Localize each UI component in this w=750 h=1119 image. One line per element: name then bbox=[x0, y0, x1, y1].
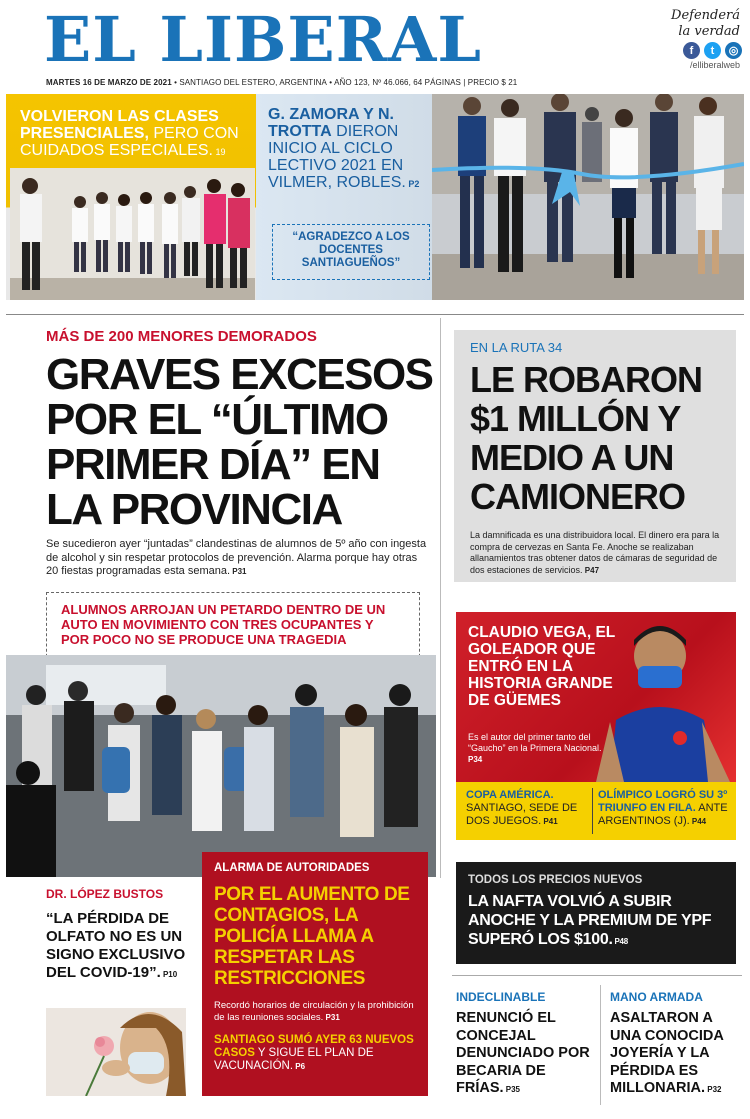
concejal-headline[interactable] bbox=[456, 1010, 596, 1099]
main-lead bbox=[46, 538, 432, 579]
nuevos-casos-page: P6 bbox=[293, 1062, 306, 1071]
date: MARTES 16 DE MARZO DE 2021 bbox=[46, 78, 172, 87]
joyeria-text: ASALTARON A UNA CONOCIDA JOYERÍA Y LA PÉRDIDA ES MILLONARIA. bbox=[610, 1010, 724, 1096]
alarma-lead-text: Recordó horarios de circulación y la prohibición de las reuniones sociales. bbox=[214, 1000, 414, 1023]
lopez-quote-text: “LA PÉRDIDA DE OLFATO NO ES UN SIGNO EXCLUSIVO DEL COVID-19”. bbox=[46, 910, 186, 981]
nafta-text: LA NAFTA VOLVIÓ A SUBIR ANOCHE Y LA PREMIUM DE YPF SUPERÓ LOS $100. bbox=[468, 893, 712, 948]
nafta-page: P48 bbox=[612, 937, 628, 946]
banner-classes-bold: VOLVIERON LAS CLASES PRESENCIALES, bbox=[20, 108, 219, 142]
facebook-icon[interactable]: f bbox=[683, 42, 700, 59]
column-rule bbox=[440, 318, 441, 878]
main-lead-text: Se sucedieron ayer “juntadas” clandestinas de alumnos de 5º año con ingesta de alcohol y sin respetar protocolos de prevención. Alarma porque hay otras 20 fiestas programadas esta semana. bbox=[46, 538, 427, 577]
alarma-lead bbox=[214, 1000, 424, 1024]
joyeria-headline[interactable] bbox=[610, 1010, 740, 1099]
joyeria-kicker: MANO ARMADA bbox=[610, 990, 703, 1004]
woman-smelling-flower-photo bbox=[46, 1008, 186, 1096]
alarma-lead-page: P31 bbox=[323, 1013, 340, 1022]
location: SANTIAGO DEL ESTERO, ARGENTINA bbox=[179, 78, 327, 87]
nuevos-casos-hl: SANTIAGO SUMÓ AYER 63 NUEVOS CASOS bbox=[214, 1034, 414, 1059]
slogan bbox=[640, 8, 740, 40]
nuevos-casos-text: Y SIGUE EL PLAN DE VACUNACIÓN. bbox=[214, 1047, 374, 1072]
robbery-lead-text: La damnificada es una distribuidora local. El dinero era para la compra de cervezas en Santa Fe. Anoche se realizaban allanamientos tras obtener datos de cámaras de seguridad de dos estaciones de servicios. bbox=[470, 530, 720, 575]
copa-text: SANTIAGO, SEDE DE DOS JUEGOS. bbox=[466, 802, 578, 827]
briefs-divider bbox=[592, 788, 593, 834]
robbery-lead bbox=[470, 530, 732, 576]
banner-classes-plain: PERO CON CUIDADOS ESPECIALES. bbox=[20, 125, 239, 159]
students-crowd-photo bbox=[6, 655, 436, 877]
edition: AÑO 123, Nº 46.066, 64 PÁGINAS bbox=[334, 78, 461, 87]
joyeria-page: P32 bbox=[705, 1085, 722, 1094]
olimpico-text: ANTE ARGENTINOS (J). bbox=[598, 802, 728, 827]
main-lead-page: P31 bbox=[230, 567, 247, 576]
copa-america-brief[interactable] bbox=[466, 789, 586, 828]
slogan-line-2: la verdad bbox=[678, 24, 740, 39]
alarma-headline[interactable]: POR EL AUMENTO DE CONTAGIOS, LA POLICÍA LLAMA A RESPETAR LAS RESTRICCIONES bbox=[214, 884, 410, 989]
concejal-kicker: INDECLINABLE bbox=[456, 990, 546, 1004]
masthead-logo[interactable] bbox=[44, 3, 554, 76]
concejal-page: P35 bbox=[503, 1085, 520, 1094]
nuevos-casos-brief[interactable] bbox=[214, 1034, 424, 1073]
banner-quote-box: “AGRADEZCO A LOS DOCENTES SANTIAGUEÑOS” bbox=[272, 224, 430, 280]
logo-text: EL LIBERAL bbox=[44, 3, 482, 76]
instagram-icon[interactable]: ◎ bbox=[725, 42, 742, 59]
ribbon-cutting-photo bbox=[432, 94, 744, 300]
dateline: MARTES 16 DE MARZO DE 2021 • SANTIAGO DEL ESTERO, ARGENTINA • AÑO 123, Nº 46.066, 64 PÁGINAS | PRECIO $ 21 bbox=[46, 78, 518, 87]
petardo-box[interactable]: ALUMNOS ARROJAN UN PETARDO DENTRO DE UN AUTO EN MOVIMIENTO CON TRES OCUPANTES Y POR POCO NO SE PRODUCE UNA TRAGEDIA bbox=[46, 592, 420, 662]
robbery-headline[interactable]: LE ROBARON $1 MILLÓN Y MEDIO A UN CAMIONERO bbox=[470, 359, 702, 517]
slogan-line-1: Defenderá bbox=[671, 8, 740, 23]
banner-zamora-headline[interactable] bbox=[268, 106, 438, 193]
banner-zamora-page: P2 bbox=[405, 179, 420, 189]
vega-headline[interactable]: CLAUDIO VEGA, EL GOLEADOR QUE ENTRÓ EN LA HISTORIA GRANDE DE GÜEMES bbox=[468, 624, 615, 709]
concejal-text: RENUNCIÓ EL CONCEJAL DENUNCIADO POR BECARIA DE FRÍAS. bbox=[456, 1010, 590, 1096]
olimpico-page: P44 bbox=[689, 817, 707, 826]
lopez-quote[interactable] bbox=[46, 910, 196, 984]
copa-page: P41 bbox=[541, 817, 558, 826]
twitter-icon[interactable]: t bbox=[704, 42, 721, 59]
schoolchildren-photo bbox=[10, 168, 255, 300]
olimpico-hl: OLÍMPICO LOGRÓ SU 3º TRIUNFO EN FILA. bbox=[598, 789, 728, 814]
olimpico-brief[interactable] bbox=[598, 789, 736, 828]
lopez-kicker: DR. LÓPEZ BUSTOS bbox=[46, 887, 164, 901]
briefs-column-rule bbox=[600, 985, 601, 1105]
robbery-page: P47 bbox=[582, 565, 600, 575]
vega-sub bbox=[468, 732, 608, 765]
alarma-kicker: ALARMA DE AUTORIDADES bbox=[214, 862, 370, 874]
briefs-rule bbox=[452, 975, 742, 976]
lopez-page: P10 bbox=[160, 970, 178, 979]
main-headline[interactable]: GRAVES EXCESOS POR EL “ÚLTIMO PRIMER DÍA” EN LA PROVINCIA bbox=[46, 350, 433, 534]
banner-zamora-bold: G. ZAMORA Y N. TROTTA bbox=[268, 106, 394, 140]
banner-zamora-plain: DIERON INICIO AL CICLO LECTIVO 2021 EN VILMER, ROBLES. bbox=[268, 123, 406, 191]
price: PRECIO $ 21 bbox=[467, 78, 518, 87]
banner-classes-headline[interactable] bbox=[20, 108, 252, 161]
vega-sub-text: Es el autor del primer tanto del “Gaucho” en la Primera Nacional. bbox=[468, 732, 602, 753]
nafta-headline[interactable] bbox=[468, 892, 730, 951]
nafta-kicker: TODOS LOS PRECIOS NUEVOS bbox=[468, 874, 643, 886]
copa-hl: COPA AMÉRICA. bbox=[466, 789, 554, 801]
main-kicker: MÁS DE 200 MENORES DEMORADOS bbox=[46, 328, 317, 345]
section-rule bbox=[6, 314, 744, 315]
robbery-kicker: EN LA RUTA 34 bbox=[470, 340, 563, 355]
social-links bbox=[672, 42, 742, 60]
vega-page: P34 bbox=[468, 755, 483, 764]
social-handle[interactable]: /elliberalweb bbox=[689, 60, 740, 70]
banner-classes-page: 19 bbox=[212, 147, 226, 157]
